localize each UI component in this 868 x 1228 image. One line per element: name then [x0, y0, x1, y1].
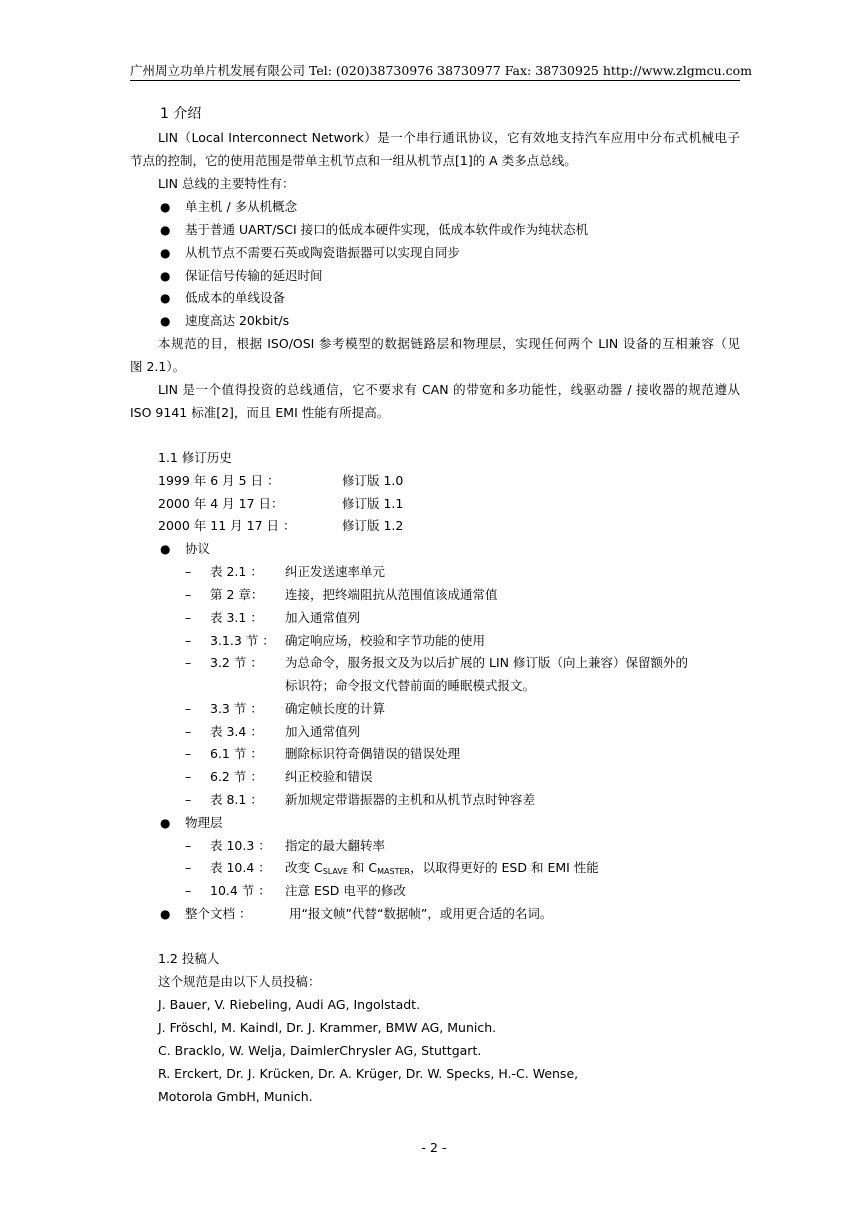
change-ref: 6.1 节 ：	[210, 746, 263, 761]
feature-item: 从机节点不需要石英或陶瓷谐振器可以实现自同步	[185, 245, 461, 260]
bullet-marker: ●	[160, 200, 171, 214]
category-label: 整个文档 ：	[185, 906, 252, 921]
contributors-intro: 这个规范是由以下人员投稿：	[158, 974, 321, 989]
desc-part: 和 C	[347, 860, 378, 875]
change-desc: 加入通常值列	[285, 724, 361, 739]
bullet-marker: ●	[160, 269, 171, 283]
change-ref: 3.3 节 ：	[210, 701, 263, 716]
change-desc: 加入通常值列	[285, 610, 361, 625]
bullet-marker: ●	[160, 907, 171, 921]
change-ref: 表 2.1 ：	[210, 564, 263, 579]
change-ref: 表 10.3 ：	[210, 838, 271, 853]
dash-marker: –	[185, 610, 192, 625]
feature-item: 单主机 / 多从机概念	[185, 199, 298, 214]
revision-date: 2000 年 11 月 17 日 ：	[158, 518, 296, 533]
change-ref: 表 8.1 ：	[210, 792, 263, 807]
feature-item: 保证信号传输的延迟时间	[185, 268, 323, 283]
dash-marker: –	[185, 724, 192, 739]
dash-marker: –	[185, 838, 192, 853]
change-desc: 为总命令，服务报文及为以后扩展的 LIN 修订版（向上兼容）保留额外的	[285, 655, 688, 670]
change-desc: 连接，把终端阻抗从范围值该成通常值	[285, 587, 498, 602]
feature-item: 基于普通 UART/SCI 接口的低成本硬件实现，低成本软件或作为纯状态机	[185, 222, 589, 237]
dash-marker: –	[185, 564, 192, 579]
section-title: 1 介绍	[160, 106, 202, 122]
category-label: 物理层	[185, 815, 223, 830]
change-desc: 新加规定带谐振器的主机和从机节点时钟容差	[285, 792, 536, 807]
paragraph-line: 图 2.1）。	[130, 359, 186, 374]
contributor-line: Motorola GmbH, Munich.	[158, 1089, 313, 1104]
subscript: MASTER	[377, 867, 411, 876]
contributor-line: C. Bracklo, W. Welja, DaimlerChrysler AG, Stuttgart.	[158, 1043, 482, 1058]
features-intro: LIN 总线的主要特性有：	[158, 176, 295, 191]
contributor-line: J. Bauer, V. Riebeling, Audi AG, Ingolstadt.	[158, 997, 421, 1012]
change-ref: 表 3.4 ：	[210, 724, 263, 739]
revision-version: 修订版 1.1	[342, 496, 404, 511]
dash-marker: –	[185, 860, 192, 875]
change-desc: 删除标识符奇偶错误的错误处理	[285, 746, 461, 761]
bullet-marker: ●	[160, 542, 171, 556]
change-ref: 10.4 节 ：	[210, 883, 271, 898]
change-desc: 注意 ESD 电平的修改	[285, 883, 406, 898]
change-desc: 纠正发送速率单元	[285, 564, 386, 579]
change-ref: 表 3.1 ：	[210, 610, 263, 625]
feature-item: 速度高达 20kbit/s	[185, 313, 290, 328]
dash-marker: –	[185, 587, 192, 602]
change-desc: 确定响应场，校验和字节功能的使用	[285, 633, 486, 648]
subscript: SLAVE	[322, 867, 348, 876]
paragraph-line: 本规范的目，根据 ISO/OSI 参考模型的数据链路层和物理层，实现任何两个 LIN 设备的互相兼容（见	[158, 336, 740, 351]
change-ref: 第 2 章：	[210, 587, 264, 602]
change-ref: 6.2 节 ：	[210, 769, 263, 784]
revision-version: 修订版 1.2	[342, 518, 404, 533]
dash-marker: –	[185, 792, 192, 807]
revision-date: 1999 年 6 月 5 日 ：	[158, 473, 280, 488]
section-title: 1.2 投稿人	[158, 951, 220, 966]
header-rule	[130, 80, 740, 81]
paragraph-line: LIN 是一个值得投资的总线通信，它不要求有 CAN 的带宽和多功能性，线驱动器 / 接收器的规范遵从	[158, 382, 740, 397]
bullet-marker: ●	[160, 816, 171, 830]
change-desc: 纠正校验和错误	[285, 769, 373, 784]
section-title: 1.1 修订历史	[158, 450, 232, 465]
contributor-line: R. Erckert, Dr. J. Krücken, Dr. A. Krüger, Dr. W. Specks, H.-C. Wense,	[158, 1066, 579, 1081]
change-desc: 用“报文帧”代替“数据帧”，或用更合适的名词。	[289, 906, 553, 921]
bullet-marker: ●	[160, 314, 171, 328]
paragraph-line: ISO 9141 标准[2]，而且 EMI 性能有所提高。	[130, 405, 390, 420]
category-label: 协议	[185, 541, 211, 556]
change-desc: 确定帧长度的计算	[285, 701, 386, 716]
revision-version: 修订版 1.0	[342, 473, 404, 488]
desc-part: ，以取得更好的 ESD 和 EMI 性能	[410, 860, 599, 875]
dash-marker: –	[185, 883, 192, 898]
page-number: - 2 -	[421, 1140, 447, 1155]
bullet-marker: ●	[160, 291, 171, 305]
change-ref: 3.2 节 ：	[210, 655, 263, 670]
page-header: 广州周立功单片机发展有限公司 Tel: (020)38730976 38730977 Fax: 38730925 http://www.zlgmcu.com	[130, 63, 752, 78]
dash-marker: –	[185, 746, 192, 761]
feature-item: 低成本的单线设备	[185, 290, 286, 305]
bullet-marker: ●	[160, 246, 171, 260]
paragraph-line: LIN（Local Interconnect Network）是一个串行通讯协议，它有效地支持汽车应用中分布式机械电子	[158, 130, 740, 145]
desc-part: 改变 C	[285, 860, 323, 875]
bullet-marker: ●	[160, 223, 171, 237]
dash-marker: –	[185, 769, 192, 784]
contributor-line: J. Fröschl, M. Kaindl, Dr. J. Krammer, BMW AG, Munich.	[158, 1020, 497, 1035]
change-ref: 3.1.3 节 ：	[210, 633, 275, 648]
dash-marker: –	[185, 655, 192, 670]
paragraph-line: 节点的控制，它的使用范围是带单主机节点和一组从机节点[1]的 A 类多点总线。	[130, 153, 577, 168]
change-desc-cont: 标识符；命令报文代替前面的睡眠模式报文。	[285, 678, 536, 693]
change-desc	[285, 860, 599, 880]
dash-marker: –	[185, 701, 192, 716]
dash-marker: –	[185, 633, 192, 648]
revision-date: 2000 年 4 月 17 日：	[158, 496, 284, 511]
change-desc: 指定的最大翻转率	[285, 838, 386, 853]
change-ref: 表 10.4 ：	[210, 860, 271, 875]
